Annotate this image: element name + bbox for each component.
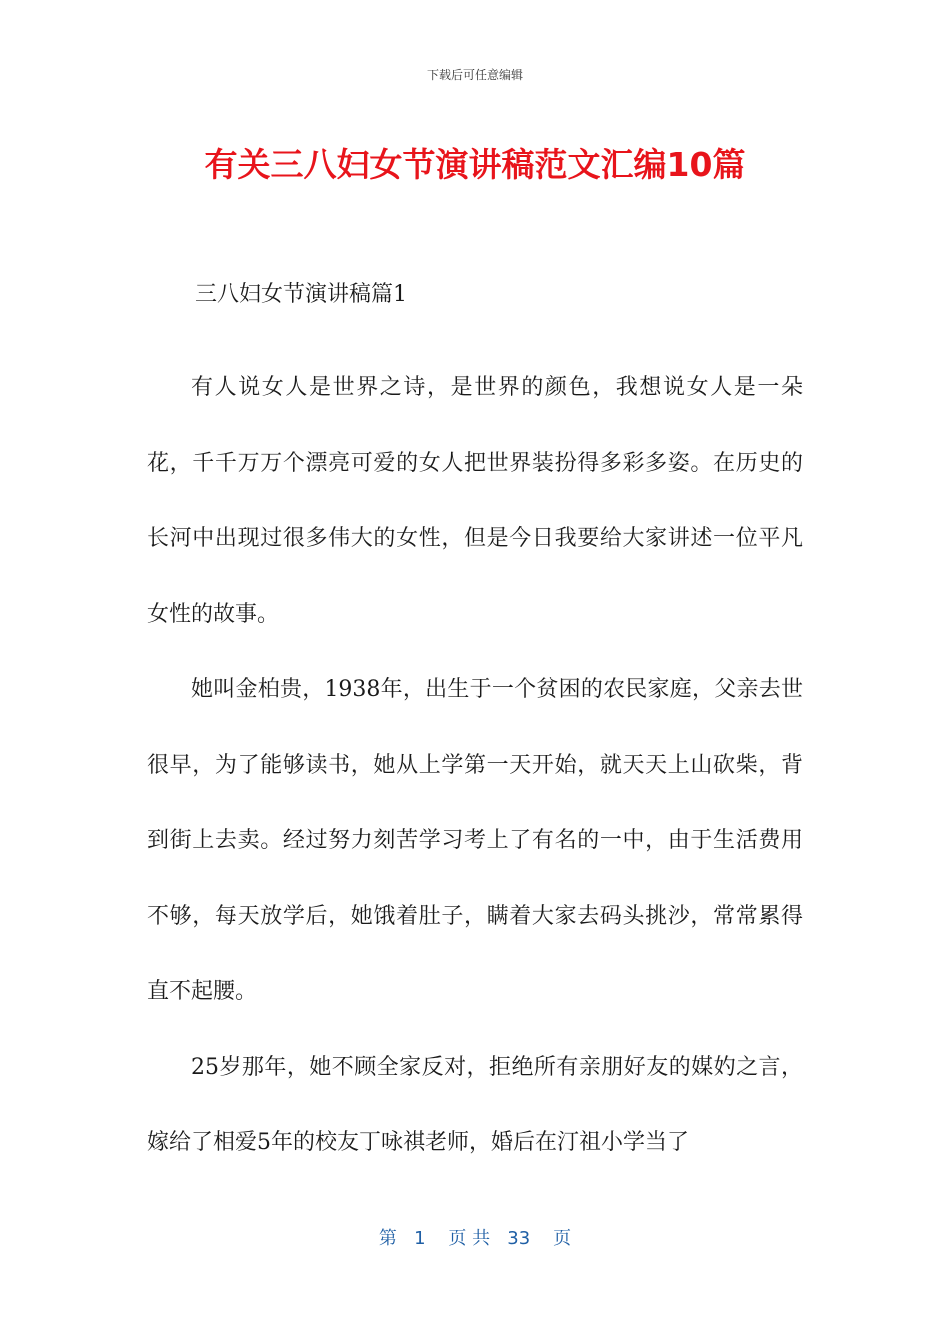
paragraph-3: 25岁那年，她不顾全家反对，拒绝所有亲朋好友的媒妁之言，嫁给了相爱5年的校友丁咏祺老师，婚后在汀祖小学当了	[147, 1054, 803, 1155]
document-title: 有关三八妇女节演讲稿范文汇编10篇	[204, 145, 746, 184]
header-note: 下载后可任意编辑	[426, 68, 523, 82]
paragraph-2: 她叫金柏贵，1938年，出生于一个贫困的农民家庭，父亲去世很早，为了能够读书，她从上学第一天开始，就天天上山砍柴，背到街上去卖。经过努力刻苦学习考上了有名的一中，由于生活费用不够，每天放学后，她饿着肚子，瞒着大家去码头挑沙，常常累得直不起腰。	[147, 677, 803, 1004]
section-heading: 三八妇女节演讲稿篇1	[195, 282, 407, 307]
document-body	[147, 275, 803, 1181]
paragraph-1: 有人说女人是世界之诗，是世界的颜色，我想说女人是一朵花，千千万万个漂亮可爱的女人把世界装扮得多彩多姿。在历史的长河中出现过很多伟大的女性，但是今日我要给大家讲述一位平凡女性的故事。	[147, 375, 803, 627]
page-number-footer: 第 1 页 共 33 页	[378, 1228, 572, 1249]
